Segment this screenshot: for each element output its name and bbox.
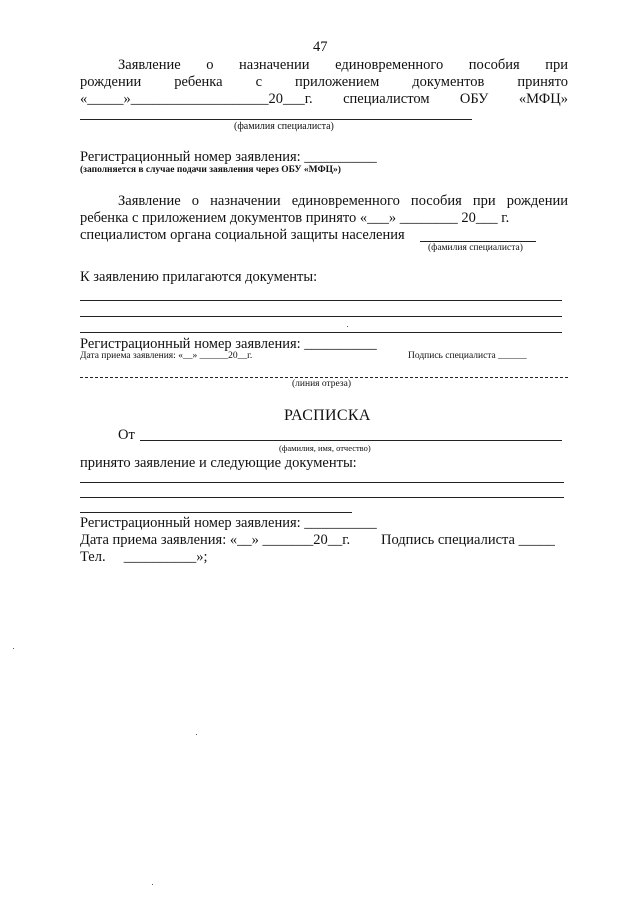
receipt-reg-label: Регистрационный номер заявления: __________	[80, 515, 377, 531]
word: документов	[412, 74, 485, 90]
attachment-line	[80, 300, 562, 301]
scan-speck	[152, 884, 153, 885]
attachment-line	[80, 332, 562, 333]
reg-block-date: Дата приема заявления: «__» ______20__г.	[80, 351, 253, 361]
receipt-signature: Подпись специалиста _____	[381, 532, 555, 548]
cut-line	[80, 377, 568, 378]
reg-block-label: Регистрационный номер заявления: __________	[80, 336, 377, 352]
receipt-from-line	[140, 440, 562, 441]
receipt-doc-line	[80, 482, 564, 483]
receipt-title: РАСПИСКА	[284, 407, 371, 424]
attachments-heading: К заявлению прилагаются документы:	[80, 269, 318, 285]
word: о	[206, 57, 214, 73]
scan-speck	[347, 326, 348, 327]
word: с	[255, 74, 262, 90]
section2-specialist-line	[420, 241, 536, 242]
section2-line3: специалистом органа социальной защиты населения	[80, 227, 405, 243]
section2-line1: Заявление о назначении единовременного пособия при рождении	[118, 193, 568, 209]
word: принято	[517, 74, 568, 90]
receipt-from-label: От	[118, 427, 135, 443]
specialist-caption: (фамилия специалиста)	[234, 121, 334, 132]
word: специалистом	[343, 91, 430, 107]
registration-number-label: Регистрационный номер заявления: __________	[80, 149, 377, 165]
receipt-doc-line	[80, 512, 352, 513]
word: единовременного	[335, 57, 444, 73]
specialist-name-line	[80, 119, 472, 120]
word: назначении	[239, 57, 310, 73]
attachment-line	[80, 316, 562, 317]
scan-speck	[196, 734, 197, 735]
section2-caption: (фамилия специалиста)	[428, 243, 523, 253]
scan-speck	[13, 648, 14, 649]
word: рождении	[80, 74, 142, 90]
word: ребенка	[174, 74, 223, 90]
word: приложением	[294, 74, 380, 90]
reg-block-signature: Подпись специалиста ______	[408, 351, 527, 361]
cut-line-caption: (линия отреза)	[292, 379, 352, 389]
date-blank: «_____»___________________20___г.	[80, 91, 313, 107]
receipt-phone: Тел. __________»;	[80, 549, 208, 565]
registration-note: (заполняется в случае подачи заявления через ОБУ «МФЦ»)	[80, 165, 341, 175]
receipt-from-caption: (фамилия, имя, отчество)	[279, 443, 371, 453]
receipt-doc-line	[80, 497, 564, 498]
section1-line2	[80, 74, 568, 91]
section2-line2: ребенка с приложением документов принято «___» ________ 20___ г.	[80, 210, 510, 226]
receipt-accepted-text: принято заявление и следующие документы:	[80, 455, 357, 471]
page-number: 47	[313, 39, 328, 55]
receipt-date: Дата приема заявления: «__» _______20__г.	[80, 532, 351, 548]
word: Заявление	[118, 57, 181, 73]
word: ОБУ	[459, 91, 489, 107]
word: пособия	[468, 57, 520, 73]
word: при	[545, 57, 568, 73]
word: «МФЦ»	[518, 91, 568, 107]
section1-line1	[118, 57, 568, 74]
section1-line3	[80, 91, 568, 108]
